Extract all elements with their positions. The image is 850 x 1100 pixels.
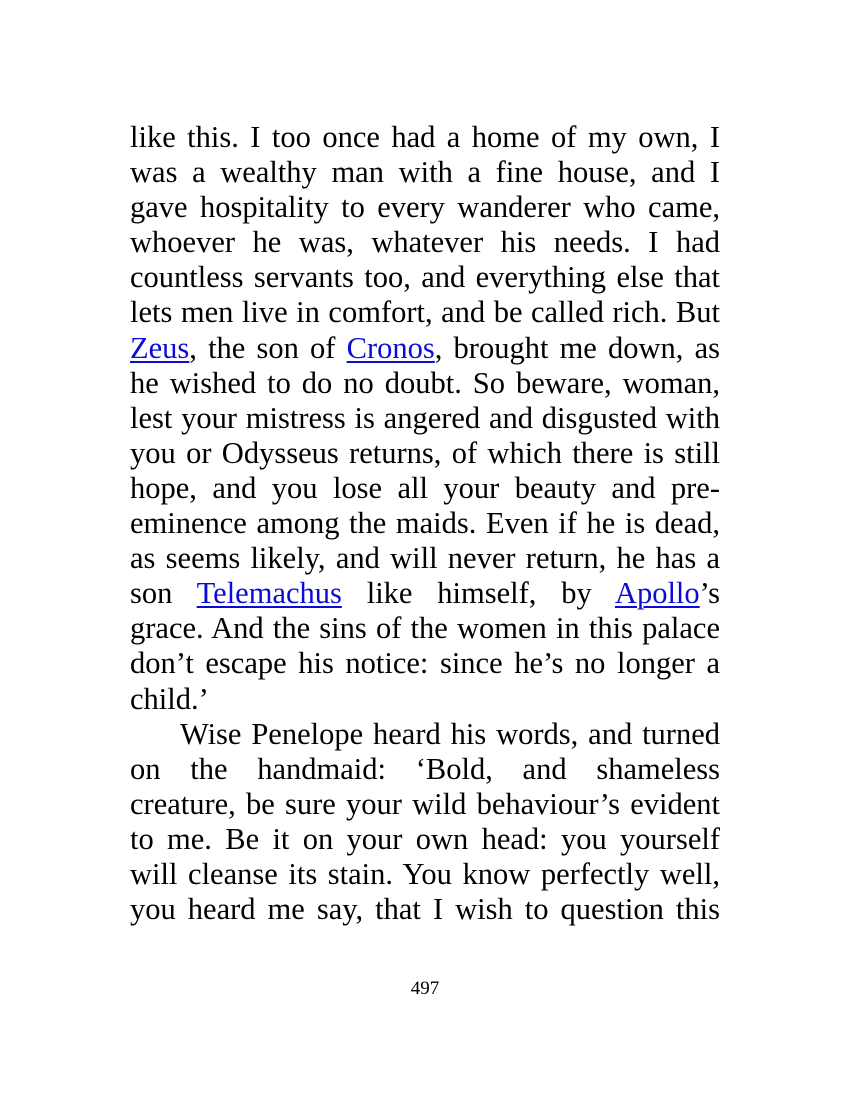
text-fragment: , brought me down, as — [434, 330, 720, 365]
link-zeus[interactable]: Zeus — [130, 330, 190, 365]
text-line: child.’ — [130, 681, 209, 716]
text-line: Wise Penelope heard his words, and turned — [180, 716, 720, 751]
text-fragment: , the son of — [189, 330, 347, 365]
text-line: on the handmaid: ‘Bold, and shameless — [130, 751, 720, 786]
text-line: will cleanse its stain. You know perfectly well, — [130, 856, 720, 891]
text-line: as seems likely, and will never return, he has a — [130, 541, 720, 576]
text-line — [130, 331, 720, 366]
text-line: like this. I too once had a home of my own, I — [130, 120, 720, 154]
text-line: lets men live in comfort, and be called rich. But — [130, 295, 720, 330]
text-line: don’t escape his notice: since he’s no longer a — [130, 646, 720, 681]
text-line: gave hospitality to every wanderer who came, — [130, 190, 720, 225]
text-line: creature, be sure your wild behaviour’s evident — [130, 786, 720, 821]
text-line: lest your mistress is angered and disgusted with — [130, 400, 720, 435]
body-text — [130, 120, 720, 927]
text-line: eminence among the maids. Even if he is dead, — [130, 506, 720, 541]
text-fragment: son — [130, 576, 197, 611]
text-line — [130, 576, 720, 611]
text-line: to me. Be it on your own head: you yourself — [130, 821, 720, 856]
text-line: hope, and you lose all your beauty and pre- — [130, 470, 720, 505]
link-apollo[interactable]: Apollo — [614, 576, 700, 611]
text-line: was a wealthy man with a fine house, and I — [130, 155, 720, 190]
text-line: grace. And the sins of the women in this palace — [130, 611, 720, 646]
link-cronos[interactable]: Cronos — [346, 330, 435, 365]
text-line: he wished to do no doubt. So beware, woman, — [130, 365, 720, 400]
link-telemachus[interactable]: Telemachus — [196, 576, 342, 611]
text-line: you or Odysseus returns, of which there is still — [130, 435, 720, 470]
text-line: countless servants too, and everything else that — [130, 260, 720, 295]
text-line: you heard me say, that I wish to question this — [130, 892, 720, 927]
text-fragment: ’s — [699, 576, 720, 611]
text-fragment: like himself, by — [341, 576, 615, 611]
page-number: 497 — [410, 978, 440, 999]
text-line: whoever he was, whatever his needs. I had — [130, 225, 720, 260]
